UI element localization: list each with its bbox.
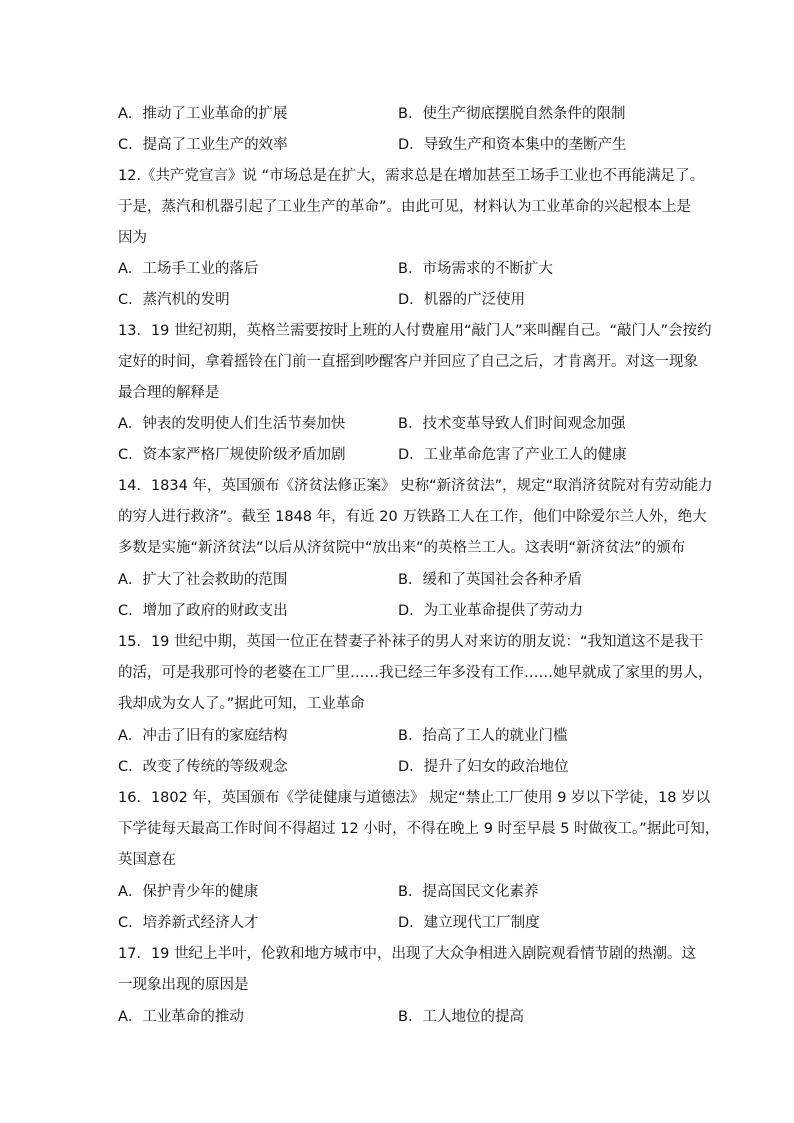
q11-option-a: A．推动了工业革命的扩展 <box>118 106 288 122</box>
q12-stem-line-1: 12.《共产党宣言》说 “市场总是在扩大，需求总是在增加甚至工场手工业也不再能满足了。 <box>118 168 705 184</box>
q13-stem-line-1: 13．19 世纪初期，英格兰需要按时上班的人付费雇用“敲门人”来叫醒自己。“敲门人”会按约 <box>118 323 712 339</box>
q13-option-d: D．工业革命危害了产业工人的健康 <box>398 447 627 463</box>
q15-stem-line-2: 的活，可是我那可怜的老婆在工厂里……我已经三年多没有工作……她早就成了家里的男人， <box>118 665 713 681</box>
q16-stem-line-1: 16．1802 年，英国颁布《学徒健康与道德法》 规定“禁止工厂使用 9 岁以下学徒，18 岁以 <box>118 790 711 806</box>
q15-option-a: A．冲击了旧有的家庭结构 <box>118 728 288 744</box>
q16-option-d: D．建立现代工厂制度 <box>398 915 540 931</box>
q13-option-c: C．资本家严格厂规使阶级矛盾加剧 <box>118 447 346 463</box>
q14-option-a: A．扩大了社会救助的范围 <box>118 572 288 588</box>
q12-option-a: A．工场手工业的落后 <box>118 261 259 277</box>
q16-option-c: C．培养新式经济人才 <box>118 915 259 931</box>
q17-option-a: A．工业革命的推动 <box>118 1009 244 1025</box>
q12-stem-line-3: 因为 <box>118 230 147 246</box>
q14-option-b: B．缓和了英国社会各种矛盾 <box>398 572 582 588</box>
q14-stem-line-2: 的穷人进行救济”。截至 1848 年，有近 20 万铁路工人在工作，他们中除爱尔兰人外，绝大 <box>118 509 707 525</box>
q13-stem-line-3: 最合理的解释是 <box>118 385 220 401</box>
q14-stem-line-3: 多数是实施“新济贫法”以后从济贫院中“放出来”的英格兰工人。这表明“新济贫法”的颁布 <box>118 540 686 556</box>
q15-option-b: B．抬高了工人的就业门槛 <box>398 728 568 744</box>
q14-stem-line-1: 14．1834 年，英国颁布《济贫法修正案》 史称“新济贫法”，规定“取消济贫院对有劳动能力 <box>118 478 713 494</box>
q13-stem-line-2: 定好的时间，拿着摇铃在门前一直摇到吵醒客户并回应了自己之后，才肯离开。对这一现象 <box>118 354 698 370</box>
q15-option-c: C．改变了传统的等级观念 <box>118 759 288 775</box>
q12-stem-line-2: 于是，蒸汽和机器引起了工业生产的革命”。由此可见，材料认为工业革命的兴起根本上是 <box>118 199 692 215</box>
q16-stem-line-2: 下学徒每天最高工作时间不得超过 12 小时，不得在晚上 9 时至早晨 5 时做夜工。”据此可知， <box>118 821 720 837</box>
q13-option-a: A．钟表的发明使人们生活节奏加快 <box>118 416 346 432</box>
q12-option-c: C．蒸汽机的发明 <box>118 292 230 308</box>
q12-option-d: D．机器的广泛使用 <box>398 292 526 308</box>
q11-option-c: C．提高了工业生产的效率 <box>118 137 288 153</box>
q15-stem-line-3: 我却成为女人了。”据此可知，工业革命 <box>118 696 365 712</box>
q11-option-d: D．导致生产和资本集中的垄断产生 <box>398 137 627 153</box>
q12-option-b: B．市场需求的不断扩大 <box>398 261 553 277</box>
q16-option-b: B．提高国民文化素养 <box>398 884 539 900</box>
q11-option-b: B．使生产彻底摆脱自然条件的限制 <box>398 106 626 122</box>
q14-option-c: C．增加了政府的财政支出 <box>118 603 288 619</box>
q15-stem-line-1: 15．19 世纪中期，英国一位正在替妻子补袜子的男人对来访的朋友说：“我知道这不是我干 <box>118 634 704 650</box>
q16-option-a: A．保护青少年的健康 <box>118 884 259 900</box>
q17-stem-line-1: 17．19 世纪上半叶，伦敦和地方城市中，出现了大众争相进入剧院观看情节剧的热潮。这 <box>118 946 697 962</box>
q13-option-b: B．技术变革导致人们时间观念加强 <box>398 416 626 432</box>
q17-option-b: B．工人地位的提高 <box>398 1009 524 1025</box>
q16-stem-line-3: 英国意在 <box>118 852 176 868</box>
q17-stem-line-2: 一现象出现的原因是 <box>118 977 249 993</box>
q14-option-d: D．为工业革命提供了劳动力 <box>398 603 584 619</box>
q15-option-d: D．提升了妇女的政治地位 <box>398 759 569 775</box>
